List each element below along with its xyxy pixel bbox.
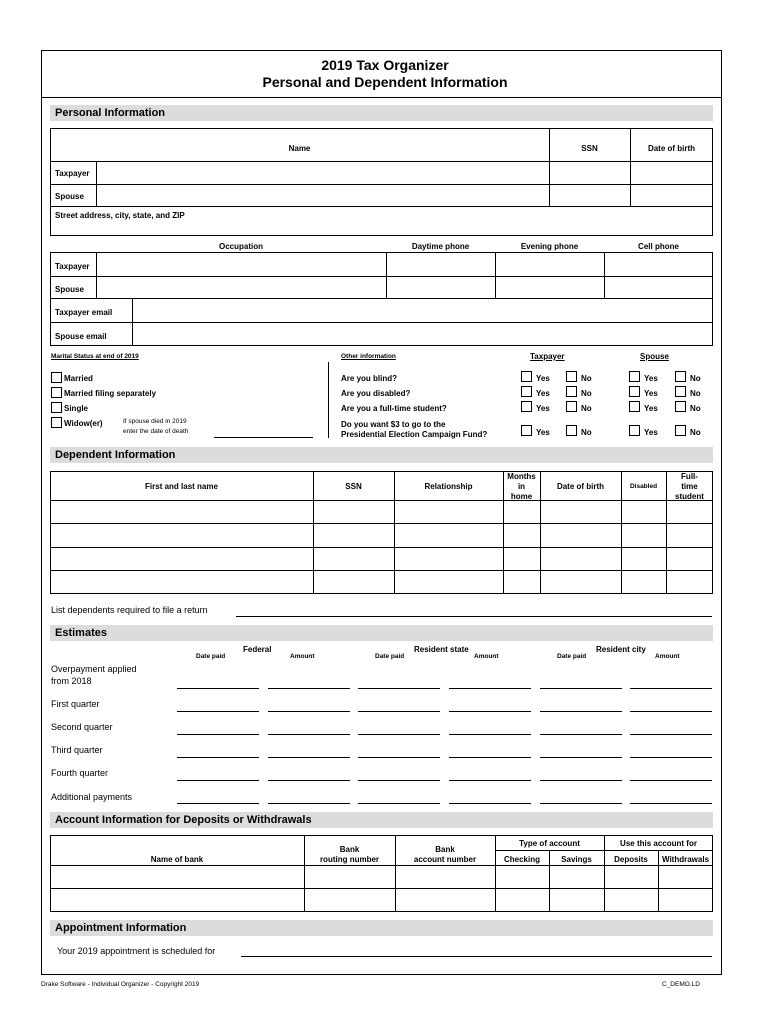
married-separately-checkbox[interactable] [51,387,62,398]
estimate-entry-line[interactable] [177,757,259,758]
dep-col-dob: Date of birth [556,482,605,491]
col-name: Name [288,144,311,153]
tp-campaign-yes[interactable] [521,425,532,436]
married-label: Married [64,374,93,383]
estimate-entry-line[interactable] [449,757,531,758]
estimate-entry-line[interactable] [630,688,712,689]
appointment-text: Your 2019 appointment is scheduled for [57,946,216,956]
dep-col-disabled: Disabled [629,483,658,490]
col-daytime-phone: Daytime phone [411,242,470,251]
married-checkbox[interactable] [51,372,62,383]
dep-col-ft-3: student [675,492,704,501]
tp-student-yes[interactable] [521,401,532,412]
acct-col-type: Type of account [519,839,580,848]
estimate-entry-line[interactable] [630,734,712,735]
est-date-paid: Date paid [196,653,226,660]
yes-label: Yes [644,428,658,437]
no-label: No [690,404,701,413]
estimate-entry-line[interactable] [268,734,350,735]
form-subtitle: Personal and Dependent Information [262,74,508,90]
other-heading: Other information [341,353,396,360]
estimate-entry-line[interactable] [540,688,622,689]
dependents-heading: Dependent Information [50,447,713,463]
estimate-entry-line[interactable] [358,734,440,735]
sp-disabled-yes[interactable] [629,386,640,397]
acct-col-use: Use this account for [620,839,697,848]
no-label: No [581,404,592,413]
acct-col-routing-1: Bank [339,845,360,854]
single-checkbox[interactable] [51,402,62,413]
tp-disabled-yes[interactable] [521,386,532,397]
sp-blind-yes[interactable] [629,371,640,382]
acct-col-deposits: Deposits [614,855,648,864]
name-table [50,128,713,207]
status-divider [328,362,329,438]
est-row-q2: Second quarter [51,722,113,732]
estimate-entry-line[interactable] [177,688,259,689]
est-date-paid: Date paid [375,653,405,660]
occ-row-taxpayer: Taxpayer [55,262,90,271]
account-heading: Account Information for Deposits or Withdrawals [50,812,713,828]
form-title: 2019 Tax Organizer [321,57,449,73]
estimate-entry-line[interactable] [449,711,531,712]
estimate-entry-line[interactable] [630,780,712,781]
estimate-entry-line[interactable] [177,803,259,804]
occ-row-spouse: Spouse [55,285,84,294]
dep-file-return-label: List dependents required to file a return [51,605,208,615]
q-blind: Are you blind? [341,374,397,383]
sp-student-no[interactable] [675,401,686,412]
dep-col-relationship: Relationship [424,482,473,491]
q-campaign-1: Do you want $3 to go to the [341,420,446,429]
col-evening-phone: Evening phone [520,242,579,251]
spouse-email-label: Spouse email [55,332,107,341]
estimate-entry-line[interactable] [449,803,531,804]
row-spouse: Spouse [55,192,84,201]
single-label: Single [64,404,89,413]
est-row-q3: Third quarter [51,745,103,755]
estimate-entry-line[interactable] [630,757,712,758]
estimate-entry-line[interactable] [540,803,622,804]
yes-label: Yes [536,404,550,413]
no-label: No [581,428,592,437]
yes-label: Yes [644,374,658,383]
estimate-entry-line[interactable] [540,734,622,735]
q-student: Are you a full-time student? [341,404,447,413]
yes-label: Yes [536,389,550,398]
yes-label: Yes [536,374,550,383]
married-separately-label: Married filing separately [64,389,157,398]
estimate-entry-line[interactable] [358,757,440,758]
tp-blind-yes[interactable] [521,371,532,382]
estimate-entry-line[interactable] [630,803,712,804]
tp-disabled-no[interactable] [566,386,577,397]
acct-col-routing-2: routing number [319,855,380,864]
est-overpay-2: from 2018 [51,676,92,686]
est-federal: Federal [243,645,272,654]
yes-label: Yes [536,428,550,437]
est-date-paid: Date paid [557,653,587,660]
estimates-heading: Estimates [50,625,713,641]
col-ssn: SSN [581,144,598,153]
acct-col-withdrawals: Withdrawals [661,855,710,864]
appointment-heading: Appointment Information [50,920,713,936]
estimate-entry-line[interactable] [540,711,622,712]
sp-campaign-yes[interactable] [629,425,640,436]
dep-col-name: First and last name [145,482,218,491]
col-dob: Date of birth [647,144,696,153]
dep-col-months-1: Months [507,472,536,481]
widow-note-2: enter the date of death [123,428,189,435]
personal-heading: Personal Information [50,105,713,121]
estimate-entry-line[interactable] [268,780,350,781]
estimate-entry-line[interactable] [268,688,350,689]
estimate-entry-line[interactable] [358,688,440,689]
yes-label: Yes [644,389,658,398]
marital-heading: Marital Status at end of 2019 [51,353,139,360]
sp-blind-no[interactable] [675,371,686,382]
estimate-entry-line[interactable] [268,803,350,804]
acct-col-number-1: Bank [435,845,455,854]
estimate-entry-line[interactable] [630,711,712,712]
est-overpay-1: Overpayment applied [51,664,137,674]
yes-label: Yes [644,404,658,413]
acct-col-savings: Savings [561,855,592,864]
taxpayer-email-label: Taxpayer email [55,308,113,317]
street-label: Street address, city, state, and ZIP [55,211,185,220]
dep-file-return-line[interactable] [236,616,712,617]
dep-col-months-2: in [517,482,526,491]
estimate-entry-line[interactable] [268,711,350,712]
tp-blind-no[interactable] [566,371,577,382]
col-cell-phone: Cell phone [638,242,679,251]
no-label: No [690,389,701,398]
est-amount: Amount [290,653,315,660]
no-label: No [690,374,701,383]
estimate-entry-line[interactable] [358,803,440,804]
dep-col-ft-1: Full- [681,472,698,481]
widow-note-1: If spouse died in 2019 [123,418,187,425]
estimate-entry-line[interactable] [177,734,259,735]
widower-label: Widow(er) [64,419,103,428]
appointment-line[interactable] [241,956,712,957]
est-row-q4: Fourth quarter [51,768,109,778]
estimate-entry-line[interactable] [540,780,622,781]
est-row-additional: Additional payments [51,792,133,802]
est-state: Resident state [414,645,469,654]
est-amount: Amount [655,653,680,660]
no-label: No [581,389,592,398]
sp-disabled-no[interactable] [675,386,686,397]
estimate-entry-line[interactable] [449,734,531,735]
footer-right: C_DEMO.LD [662,981,700,988]
acct-col-number-2: account number [413,855,477,864]
sp-campaign-no[interactable] [675,425,686,436]
estimate-entry-line[interactable] [449,780,531,781]
dep-col-months-3: home [510,492,533,501]
est-amount: Amount [474,653,499,660]
estimate-entry-line[interactable] [177,780,259,781]
no-label: No [581,374,592,383]
dep-col-ssn: SSN [345,482,362,491]
estimate-entry-line[interactable] [358,780,440,781]
estimate-entry-line[interactable] [358,711,440,712]
estimate-entry-line[interactable] [540,757,622,758]
date-of-death-line[interactable] [214,437,313,438]
estimate-entry-line[interactable] [177,711,259,712]
q-campaign-2: Presidential Election Campaign Fund? [341,430,488,439]
estimate-entry-line[interactable] [449,688,531,689]
tp-student-no[interactable] [566,401,577,412]
spouse-col-heading: Spouse [640,352,669,361]
acct-col-checking: Checking [503,855,540,864]
sp-student-yes[interactable] [629,401,640,412]
dep-col-ft-2: time [681,482,698,491]
acct-col-bank: Name of bank [150,855,204,864]
footer-left: Drake Software - Individual Organizer - Copyright 2019 [41,981,200,988]
row-taxpayer: Taxpayer [55,169,90,178]
estimate-entry-line[interactable] [268,757,350,758]
q-disabled: Are you disabled? [341,389,411,398]
col-occupation: Occupation [218,242,263,251]
tp-campaign-no[interactable] [566,425,577,436]
est-city: Resident city [596,645,646,654]
est-row-q1: First quarter [51,699,100,709]
widower-checkbox[interactable] [51,417,62,428]
title-divider [42,97,722,98]
no-label: No [690,428,701,437]
taxpayer-col-heading: Taxpayer [530,352,565,361]
